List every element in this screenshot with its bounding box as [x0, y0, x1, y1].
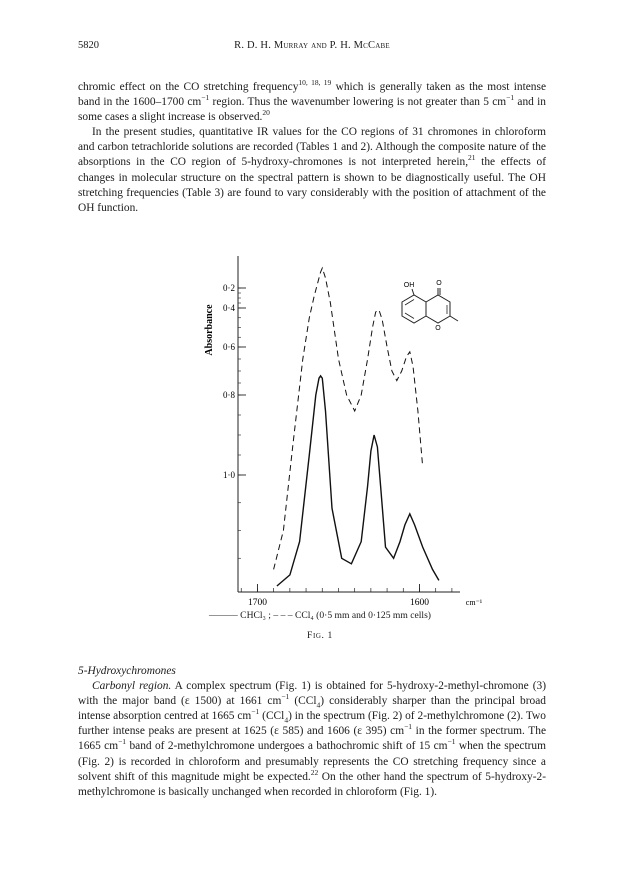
- figure-label: Fig. 1: [307, 630, 333, 641]
- y-tick-label: 0·4: [223, 303, 235, 313]
- subhead-carbonyl: Carbonyl region.: [92, 680, 172, 693]
- y-axis-label: Absorbance: [204, 304, 215, 356]
- caption-cells: (0·5 mm and 0·125 mm cells): [313, 610, 431, 621]
- running-head-authors: R. D. H. Murray and P. H. McCabe: [234, 40, 390, 51]
- series-chcl3-line: [277, 376, 439, 586]
- y-tick-label: 0·6: [223, 342, 235, 352]
- paragraph-solvatochromic: chromic effect on the CO stretching frequency$^{10, 18, 19}$ which is generally taken as the most intense band in the 1600–1700 $cm^{-1}$ region. Thus the wavenumber lowering is not greater than 5 $cm^{-1}$ and in some cases a slight increase is observed.$^{20}$: [78, 78, 547, 124]
- x-tick-label: 1600: [409, 598, 429, 608]
- section-title: 5-Hydroxychromones: [78, 665, 176, 677]
- x-tick-label: 1700: [247, 598, 267, 608]
- ir-spectrum-chart: [150, 250, 490, 650]
- figure-caption: [150, 610, 490, 621]
- y-tick-label: 0·2: [223, 283, 235, 293]
- legend-solid: ——— CHCl₃ ;: [208, 610, 271, 621]
- series-ccl4-line: [274, 268, 423, 569]
- reference-marker: 20: [262, 108, 270, 118]
- reference-marker: 22: [310, 767, 319, 777]
- structure-label-ring-o: O: [435, 325, 441, 332]
- legend-dashed: – – – CCl₄: [270, 610, 314, 621]
- x-unit-label: cm⁻¹: [465, 598, 483, 607]
- chromone-structure-icon: [402, 280, 458, 332]
- reference-marker: 21: [468, 153, 476, 163]
- section-5-hydroxychromones: [78, 664, 546, 800]
- paragraph-carbonyl-region: Carbonyl region. A complex spectrum (Fig. 1) is obtained for 5-hydroxy-2-methyl-chromone (3) with the major band (ε 1500) at 1661 $cm^{-1}$ (CCl$_4$) considerably sharper than the principal broad intense absorption centred at 1665 $cm^{-1}$ (CCl$_4$) in the spectrum (Fig. 2) of 2-methylchromone (2). Two further intense peaks are present at 1625 (ε 585) and 1606 (ε 395) $cm^{-1}$ in the former spectrum. The 1665 $cm^{-1}$ band of 2-methylchromone undergoes a bathochromic shift of 15 $cm^{-1}$ when the spectrum (Fig. 2) is recorded in chloroform and presumably represents the CO stretching frequency since a solvent shift of this magnitude might be expected.$^{22}$ On the other hand the spectrum of 5-hydroxy-2-methylchromone is basically unchanged when recorded in chloroform (Fig. 1).: [78, 680, 547, 798]
- structure-label-oh: OH: [403, 282, 415, 289]
- figure-1: [150, 250, 490, 650]
- y-tick-label: 1·0: [223, 470, 235, 480]
- paragraph-present-studies: In the present studies, quantitative IR values for the CO regions of 31 chromones in chloroform and carbon tetrachloride solutions are recorded (Tables 1 and 2). Although the composite nature of the absorptions in the CO region of 5-hydroxy-chromones is not interpreted herein,$^{21}$ the effects of changes in molecular structure on the spectral pattern is shown to be diagnostically useful. The OH stretching frequencies (Table 3) are found to vary considerably with the position of attachment of the OH function.: [78, 126, 546, 214]
- y-tick-label: 0·8: [223, 390, 235, 400]
- structure-label-carbonyl-o: O: [436, 280, 442, 287]
- running-header: [78, 40, 546, 54]
- page-number: 5820: [78, 40, 99, 51]
- reference-marker: 10, 18, 19: [298, 78, 332, 88]
- intro-text: [78, 80, 546, 216]
